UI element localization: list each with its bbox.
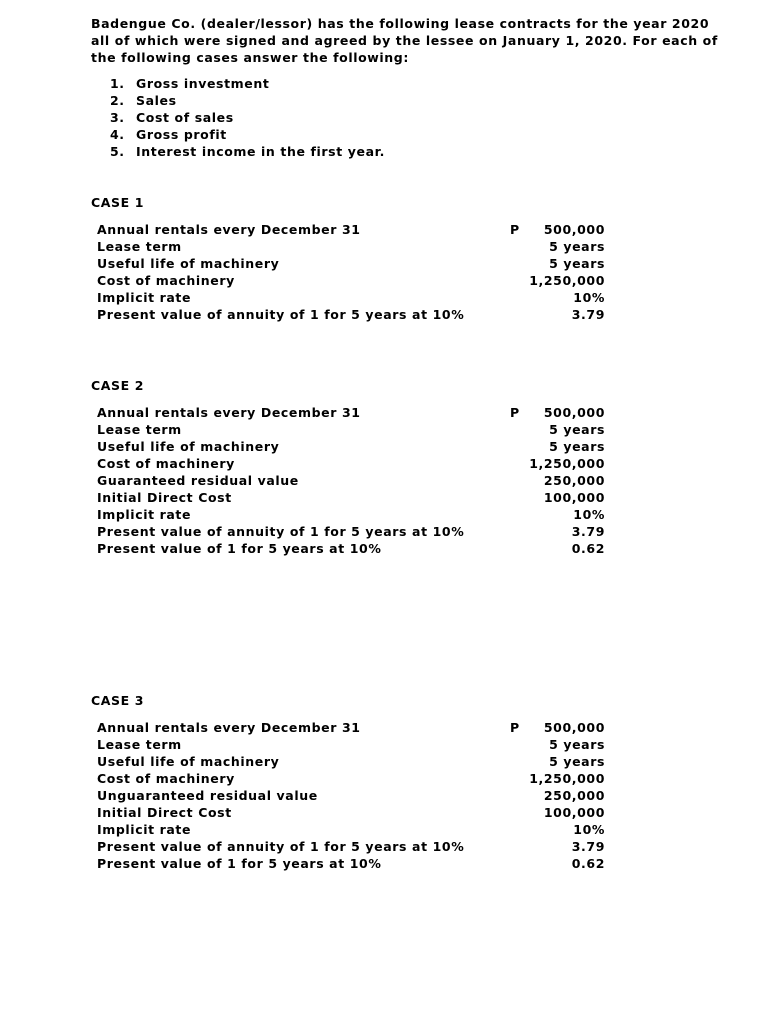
row-value: 1,250,000 <box>529 456 605 471</box>
table-row <box>97 472 605 489</box>
row-value: 10% <box>573 507 605 522</box>
row-label: Initial Direct Cost <box>97 490 232 505</box>
table-row <box>97 272 605 289</box>
list-item <box>110 75 385 92</box>
row-label: Implicit rate <box>97 507 192 522</box>
list-item <box>110 109 385 126</box>
table-row <box>97 804 605 821</box>
row-label: Present value of annuity of 1 for 5 years at 10% <box>97 307 465 322</box>
table-row <box>97 289 605 306</box>
row-label: Annual rentals every December 31 <box>97 720 361 735</box>
list-item-number: 5. <box>110 144 125 159</box>
row-value: 1,250,000 <box>529 771 605 786</box>
row-value: 3.79 <box>571 839 605 854</box>
list-item-text: Gross profit <box>136 127 227 142</box>
row-value: 3.79 <box>571 307 605 322</box>
row-value: 500,000 <box>543 720 605 735</box>
row-value: 0.62 <box>571 541 605 556</box>
row-label: Implicit rate <box>97 290 192 305</box>
table-row <box>97 770 605 787</box>
row-label: Lease term <box>97 239 182 254</box>
table-row <box>97 855 605 872</box>
table-row <box>97 753 605 770</box>
row-label: Useful life of machinery <box>97 256 280 271</box>
list-item-number: 3. <box>110 110 125 125</box>
row-label: Present value of 1 for 5 years at 10% <box>97 541 382 556</box>
table-row <box>97 523 605 540</box>
list-item-text: Sales <box>136 93 177 108</box>
row-label: Useful life of machinery <box>97 439 280 454</box>
table-row <box>97 787 605 804</box>
row-value: 5 years <box>549 422 605 437</box>
row-value: 250,000 <box>543 788 605 803</box>
row-value: 5 years <box>549 439 605 454</box>
table-row <box>97 719 605 736</box>
table-row <box>97 438 605 455</box>
row-label: Useful life of machinery <box>97 754 280 769</box>
case-2-table <box>97 404 605 557</box>
row-value: 10% <box>573 290 605 305</box>
table-row <box>97 221 605 238</box>
table-row <box>97 238 605 255</box>
table-row <box>97 736 605 753</box>
row-label: Guaranteed residual value <box>97 473 299 488</box>
case-3-table <box>97 719 605 872</box>
table-row <box>97 821 605 838</box>
table-row <box>97 421 605 438</box>
row-label: Cost of machinery <box>97 273 235 288</box>
question-list <box>110 75 385 160</box>
row-value: 5 years <box>549 737 605 752</box>
list-item <box>110 92 385 109</box>
row-label: Implicit rate <box>97 822 192 837</box>
row-value: 500,000 <box>543 222 605 237</box>
row-currency: P <box>510 222 520 237</box>
list-item-number: 4. <box>110 127 125 142</box>
row-label: Present value of annuity of 1 for 5 years at 10% <box>97 524 465 539</box>
table-row <box>97 506 605 523</box>
row-currency: P <box>510 405 520 420</box>
list-item <box>110 126 385 143</box>
list-item-text: Gross investment <box>136 76 270 91</box>
row-label: Annual rentals every December 31 <box>97 405 361 420</box>
row-value: 10% <box>573 822 605 837</box>
row-label: Unguaranteed residual value <box>97 788 318 803</box>
table-row <box>97 838 605 855</box>
table-row <box>97 540 605 557</box>
row-value: 5 years <box>549 754 605 769</box>
row-value: 250,000 <box>543 473 605 488</box>
row-value: 1,250,000 <box>529 273 605 288</box>
list-item-number: 2. <box>110 93 125 108</box>
row-value: 100,000 <box>543 805 605 820</box>
table-row <box>97 489 605 506</box>
row-value: 3.79 <box>571 524 605 539</box>
case-2-title: CASE 2 <box>91 378 145 393</box>
case-1-table <box>97 221 605 323</box>
table-row <box>97 306 605 323</box>
row-value: 0.62 <box>571 856 605 871</box>
case-1-title: CASE 1 <box>91 195 145 210</box>
list-item-number: 1. <box>110 76 125 91</box>
list-item <box>110 143 385 160</box>
row-label: Cost of machinery <box>97 456 235 471</box>
table-row <box>97 255 605 272</box>
table-row <box>97 455 605 472</box>
list-item-text: Cost of sales <box>136 110 234 125</box>
row-label: Lease term <box>97 422 182 437</box>
row-value: 500,000 <box>543 405 605 420</box>
intro-paragraph: Badengue Co. (dealer/lessor) has the following lease contracts for the year 2020 all of which were signed and agreed by the lessee on January 1, 2020. For each of the following cases answer the following: <box>91 16 718 65</box>
row-label: Present value of 1 for 5 years at 10% <box>97 856 382 871</box>
case-3-title: CASE 3 <box>91 693 145 708</box>
row-currency: P <box>510 720 520 735</box>
list-item-text: Interest income in the first year. <box>136 144 385 159</box>
row-label: Present value of annuity of 1 for 5 years at 10% <box>97 839 465 854</box>
row-label: Cost of machinery <box>97 771 235 786</box>
row-value: 5 years <box>549 239 605 254</box>
table-row <box>97 404 605 421</box>
row-value: 5 years <box>549 256 605 271</box>
row-label: Lease term <box>97 737 182 752</box>
row-label: Initial Direct Cost <box>97 805 232 820</box>
row-label: Annual rentals every December 31 <box>97 222 361 237</box>
row-value: 100,000 <box>543 490 605 505</box>
